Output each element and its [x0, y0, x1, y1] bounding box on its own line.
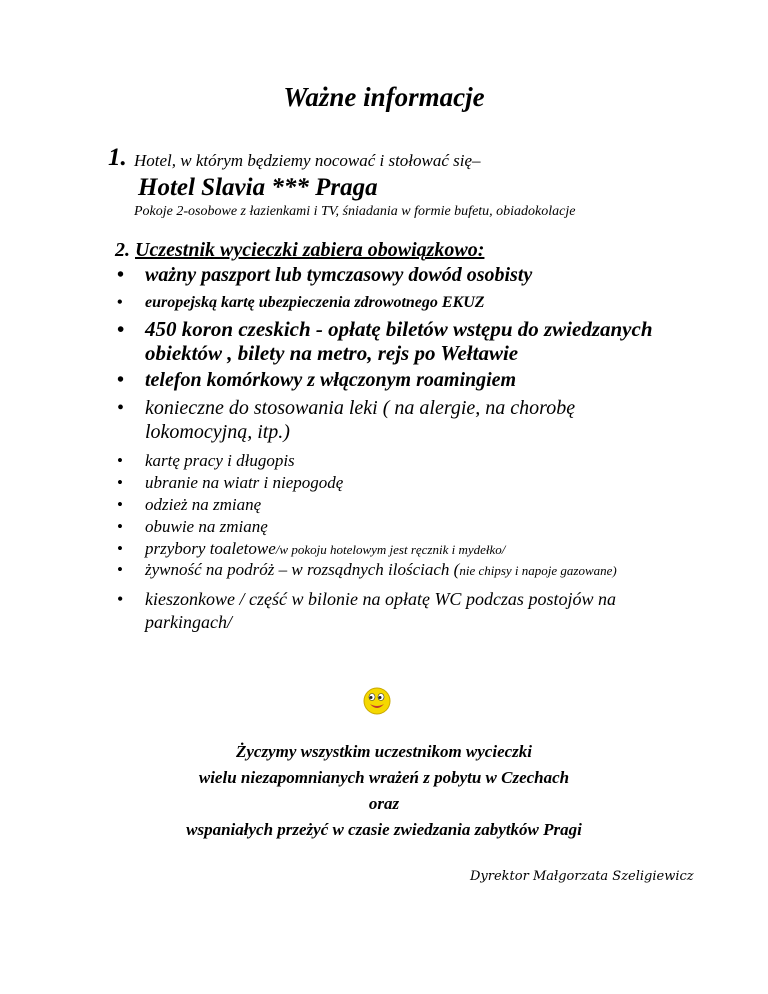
- bullet-icon: •: [117, 495, 123, 514]
- bullet-icon: •: [117, 294, 123, 311]
- page-title: Ważne informacje: [283, 82, 485, 112]
- section-1-number: 1.: [108, 144, 127, 171]
- closing-line-2: wielu niezapomnianych wrażeń z pobytu w Czechach: [198, 768, 570, 787]
- bullet-icon: •: [117, 517, 123, 536]
- bullet-icon: •: [117, 317, 125, 341]
- closing-line-3: oraz: [368, 794, 400, 813]
- closing-line-1: Życzymy wszystkim uczestnikom wycieczki: [235, 742, 533, 761]
- list-item: • telefon komórkowy z włączonym roamingiem: [117, 369, 517, 391]
- hotel-name: Hotel Slavia *** Praga: [138, 174, 378, 201]
- list-item: • obuwie na zmianę: [117, 517, 268, 536]
- section-2-number: 2.: [115, 239, 130, 261]
- bullet-icon: •: [117, 589, 124, 609]
- closing-message: [0, 739, 768, 843]
- signature: Dyrektor Małgorzata Szeligiewicz: [470, 869, 694, 884]
- hotel-description: Pokoje 2-osobowe z łazienkami i TV, śniadania w formie bufetu, obiadokolacje: [134, 204, 576, 219]
- bullet-icon: •: [117, 473, 123, 492]
- section-2-title: Uczestnik wycieczki zabiera obowiązkowo:: [135, 239, 485, 261]
- bullet-icon: •: [117, 539, 123, 558]
- list-item: • konieczne do stosowania leki ( na alergie, na chorobę lokomocyjną, itp.): [117, 397, 576, 443]
- list-item: • europejską kartę ubezpieczenia zdrowotnego EKUZ: [117, 291, 677, 315]
- list-item: • kartę pracy i długopis: [117, 451, 295, 470]
- bullet-icon: •: [117, 397, 125, 419]
- list-item: • ważny paszport lub tymczasowy dowód osobisty: [117, 264, 533, 286]
- list-item: • ubranie na wiatr i niepogodę: [117, 473, 344, 492]
- bullet-icon: •: [117, 451, 123, 470]
- bullet-icon: •: [117, 560, 123, 579]
- bullet-icon: •: [117, 264, 125, 286]
- list-item: • przybory toaletowe/w pokoju hotelowym jest ręcznik i mydełko/: [117, 539, 506, 558]
- closing-line-4: wspaniałych przeżyć w czasie zwiedzania zabytków Pragi: [186, 820, 582, 839]
- bullet-icon: •: [117, 369, 125, 391]
- list-item: • żywność na podróż – w rozsądnych ilościach (nie chipsy i napoje gazowane): [117, 560, 617, 579]
- section-2-heading: [115, 239, 484, 262]
- list-item: • 450 koron czeskich - opłatę biletów wstępu do zwiedzanych obiektów , bilety na metro, rejs po Wełtawie: [117, 317, 653, 365]
- smiley-face-icon: [362, 686, 392, 716]
- list-item: • odzież na zmianę: [117, 495, 262, 514]
- hotel-intro: Hotel, w którym będziemy nocować i stołować się–: [134, 151, 481, 170]
- list-item: • kieszonkowe / część w bilonie na opłatę WC podczas postojów na parkingach/: [117, 589, 616, 632]
- required-items-list: [117, 262, 677, 634]
